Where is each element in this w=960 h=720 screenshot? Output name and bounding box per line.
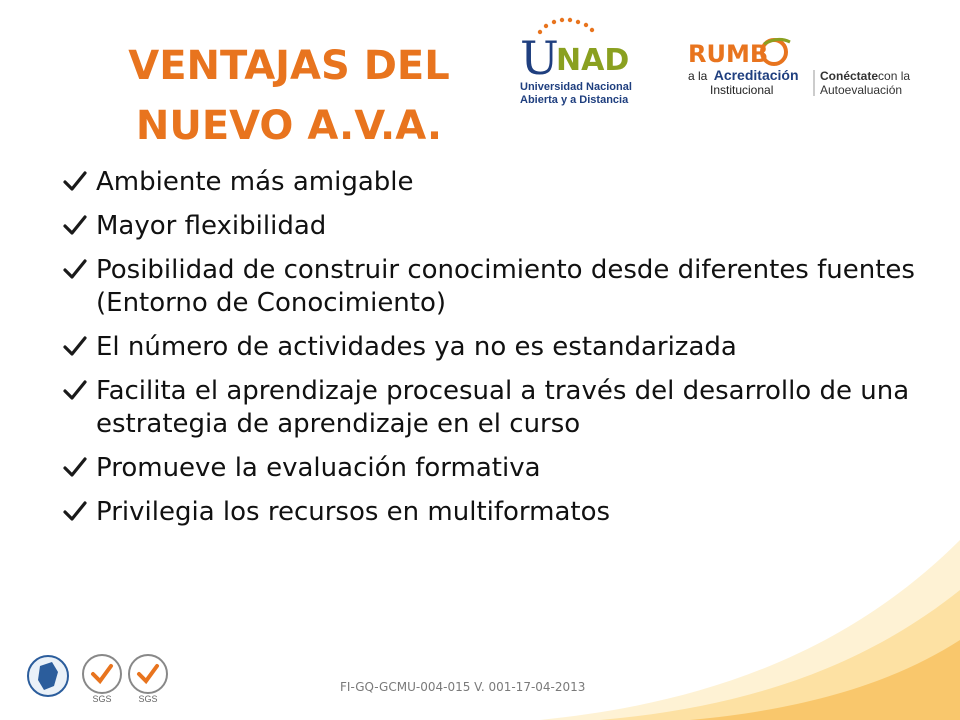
rumbo-tag1a: Conéctate (820, 69, 879, 83)
list-item-text: El número de actividades ya no es estandarizada (96, 332, 737, 362)
list-item-text: Facilita el aprendizaje procesual a través del desarrollo de una estrategia de aprendizaje en el curso (96, 376, 910, 439)
checkmark-icon (62, 168, 88, 194)
colombia-seal-icon (26, 652, 70, 704)
orange-swoosh-decoration (540, 510, 960, 720)
list-item (62, 452, 922, 485)
checkmark-icon (62, 454, 88, 480)
list-item (62, 331, 922, 364)
slide-title: VENTAJAS DEL NUEVO A.V.A. (128, 43, 450, 149)
sgs-seal-icon (80, 652, 124, 704)
rumbo-acreditacion-logo (686, 34, 926, 102)
unad-line1: Universidad Nacional (520, 81, 632, 93)
checkmark-icon (62, 256, 88, 282)
rumbo-line1b: Acreditación (713, 67, 799, 83)
footer-code: FI-GQ-GCMU-004-015 V. 001-17-04-2013 (340, 680, 586, 694)
rumbo-tag2: Autoevaluación (820, 83, 903, 97)
checkmark-icon (62, 212, 88, 238)
list-item-text: Promueve la evaluación formativa (96, 453, 541, 483)
list-item (62, 210, 922, 243)
sgs-label: SGS (92, 694, 112, 704)
checkmark-icon (62, 333, 88, 359)
svg-text:Conéctatecon la (820, 69, 910, 83)
list-item-text: Ambiente más amigable (96, 167, 414, 197)
list-item (62, 375, 922, 441)
unad-line2: Abierta y a Distancia (520, 94, 629, 106)
sgs-label: SGS (138, 694, 158, 704)
rumbo-line2: Institucional (710, 83, 774, 97)
list-item-text: Mayor flexibilidad (96, 211, 327, 241)
checkmark-icon (62, 498, 88, 524)
sgs-seal-icon (126, 652, 170, 704)
unad-logo (516, 14, 646, 114)
list-item (62, 496, 922, 529)
rumbo-line1a: a la (688, 69, 708, 83)
svg-text:a la Acreditación (688, 67, 799, 83)
list-item (62, 254, 922, 320)
rumbo-tag1b: con la (878, 69, 911, 83)
rumbo-mark: RUMB (688, 40, 769, 68)
checkmark-icon (62, 377, 88, 403)
advantages-list (62, 166, 922, 540)
unad-mark-u: U (520, 31, 559, 85)
list-item (62, 166, 922, 199)
list-item-text: Posibilidad de construir conocimiento desde diferentes fuentes (Entorno de Conocimiento) (96, 255, 915, 318)
list-item-text: Privilegia los recursos en multiformatos (96, 497, 611, 527)
unad-mark-nad: NAD (556, 43, 630, 78)
